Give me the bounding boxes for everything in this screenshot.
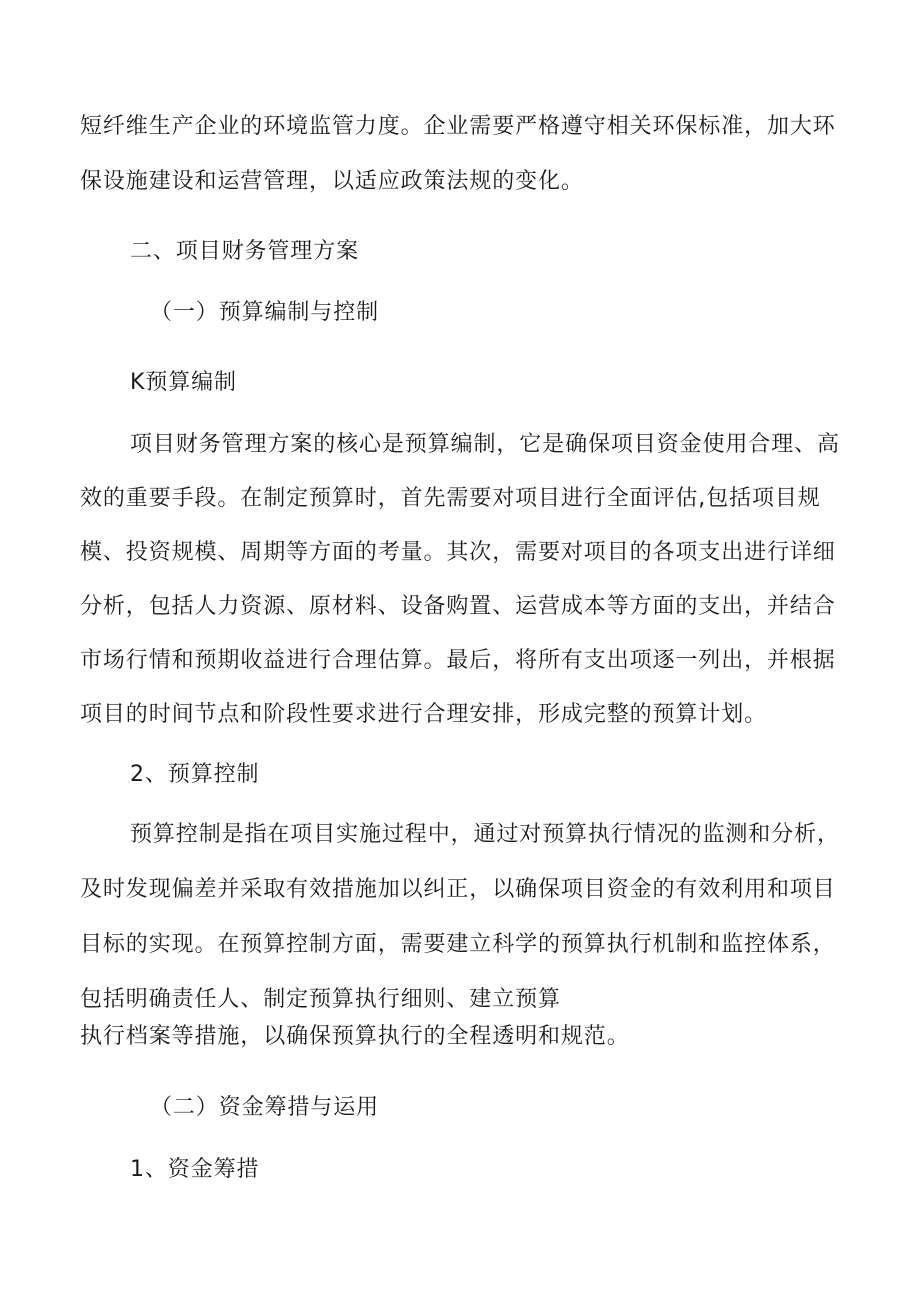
paragraph-line: 及时发现偏差并采取有效措施加以纠正，以确保项目资金的有效利用和项目 <box>80 877 836 902</box>
paragraph-line: 预算控制是指在项目实施过程中，通过对预算执行情况的监测和分析， <box>130 822 840 847</box>
paragraph-line: 目标的实现。在预算控制方面，需要建立科学的预算执行机制和监控体系， <box>80 932 836 957</box>
paragraph-line: 短纤维生产企业的环境监管力度。企业需要严格遵守相关环保标准，加大环 <box>80 114 836 139</box>
paragraph-line: 模、投资规模、周期等方面的考量。其次，需要对项目的各项支出进行详细 <box>80 540 836 565</box>
section-heading: 二、项目财务管理方案 <box>130 239 360 264</box>
subsection-heading: （二）资金筹措与运用 <box>150 1095 380 1120</box>
item-heading: K预算编制 <box>130 370 237 395</box>
item-heading: 1、资金筹措 <box>130 1157 260 1182</box>
paragraph-line: 项目的时间节点和阶段性要求进行合理安排，形成完整的预算计划。 <box>80 702 768 727</box>
paragraph-line: 效的重要手段。在制定预算时，首先需要对项目进行全面评估,包括项目规 <box>80 486 821 511</box>
paragraph-line: 保设施建设和运营管理，以适应政策法规的变化。 <box>80 169 584 194</box>
subsection-heading: （一）预算编制与控制 <box>150 300 380 325</box>
paragraph-line: 执行档案等措施，以确保预算执行的全程透明和规范。 <box>80 1024 630 1049</box>
item-heading: 2、预算控制 <box>130 762 260 787</box>
paragraph-line: 包括明确责任人、制定预算执行细则、建立预算 <box>80 987 561 1012</box>
paragraph-line: 项目财务管理方案的核心是预算编制，它是确保项目资金使用合理、高 <box>130 432 840 457</box>
paragraph-line: 分析，包括人力资源、原材料、设备购置、运营成本等方面的支出，并结合 <box>80 594 836 619</box>
paragraph-line: 市场行情和预期收益进行合理估算。最后，将所有支出项逐一列出，并根据 <box>80 648 836 673</box>
